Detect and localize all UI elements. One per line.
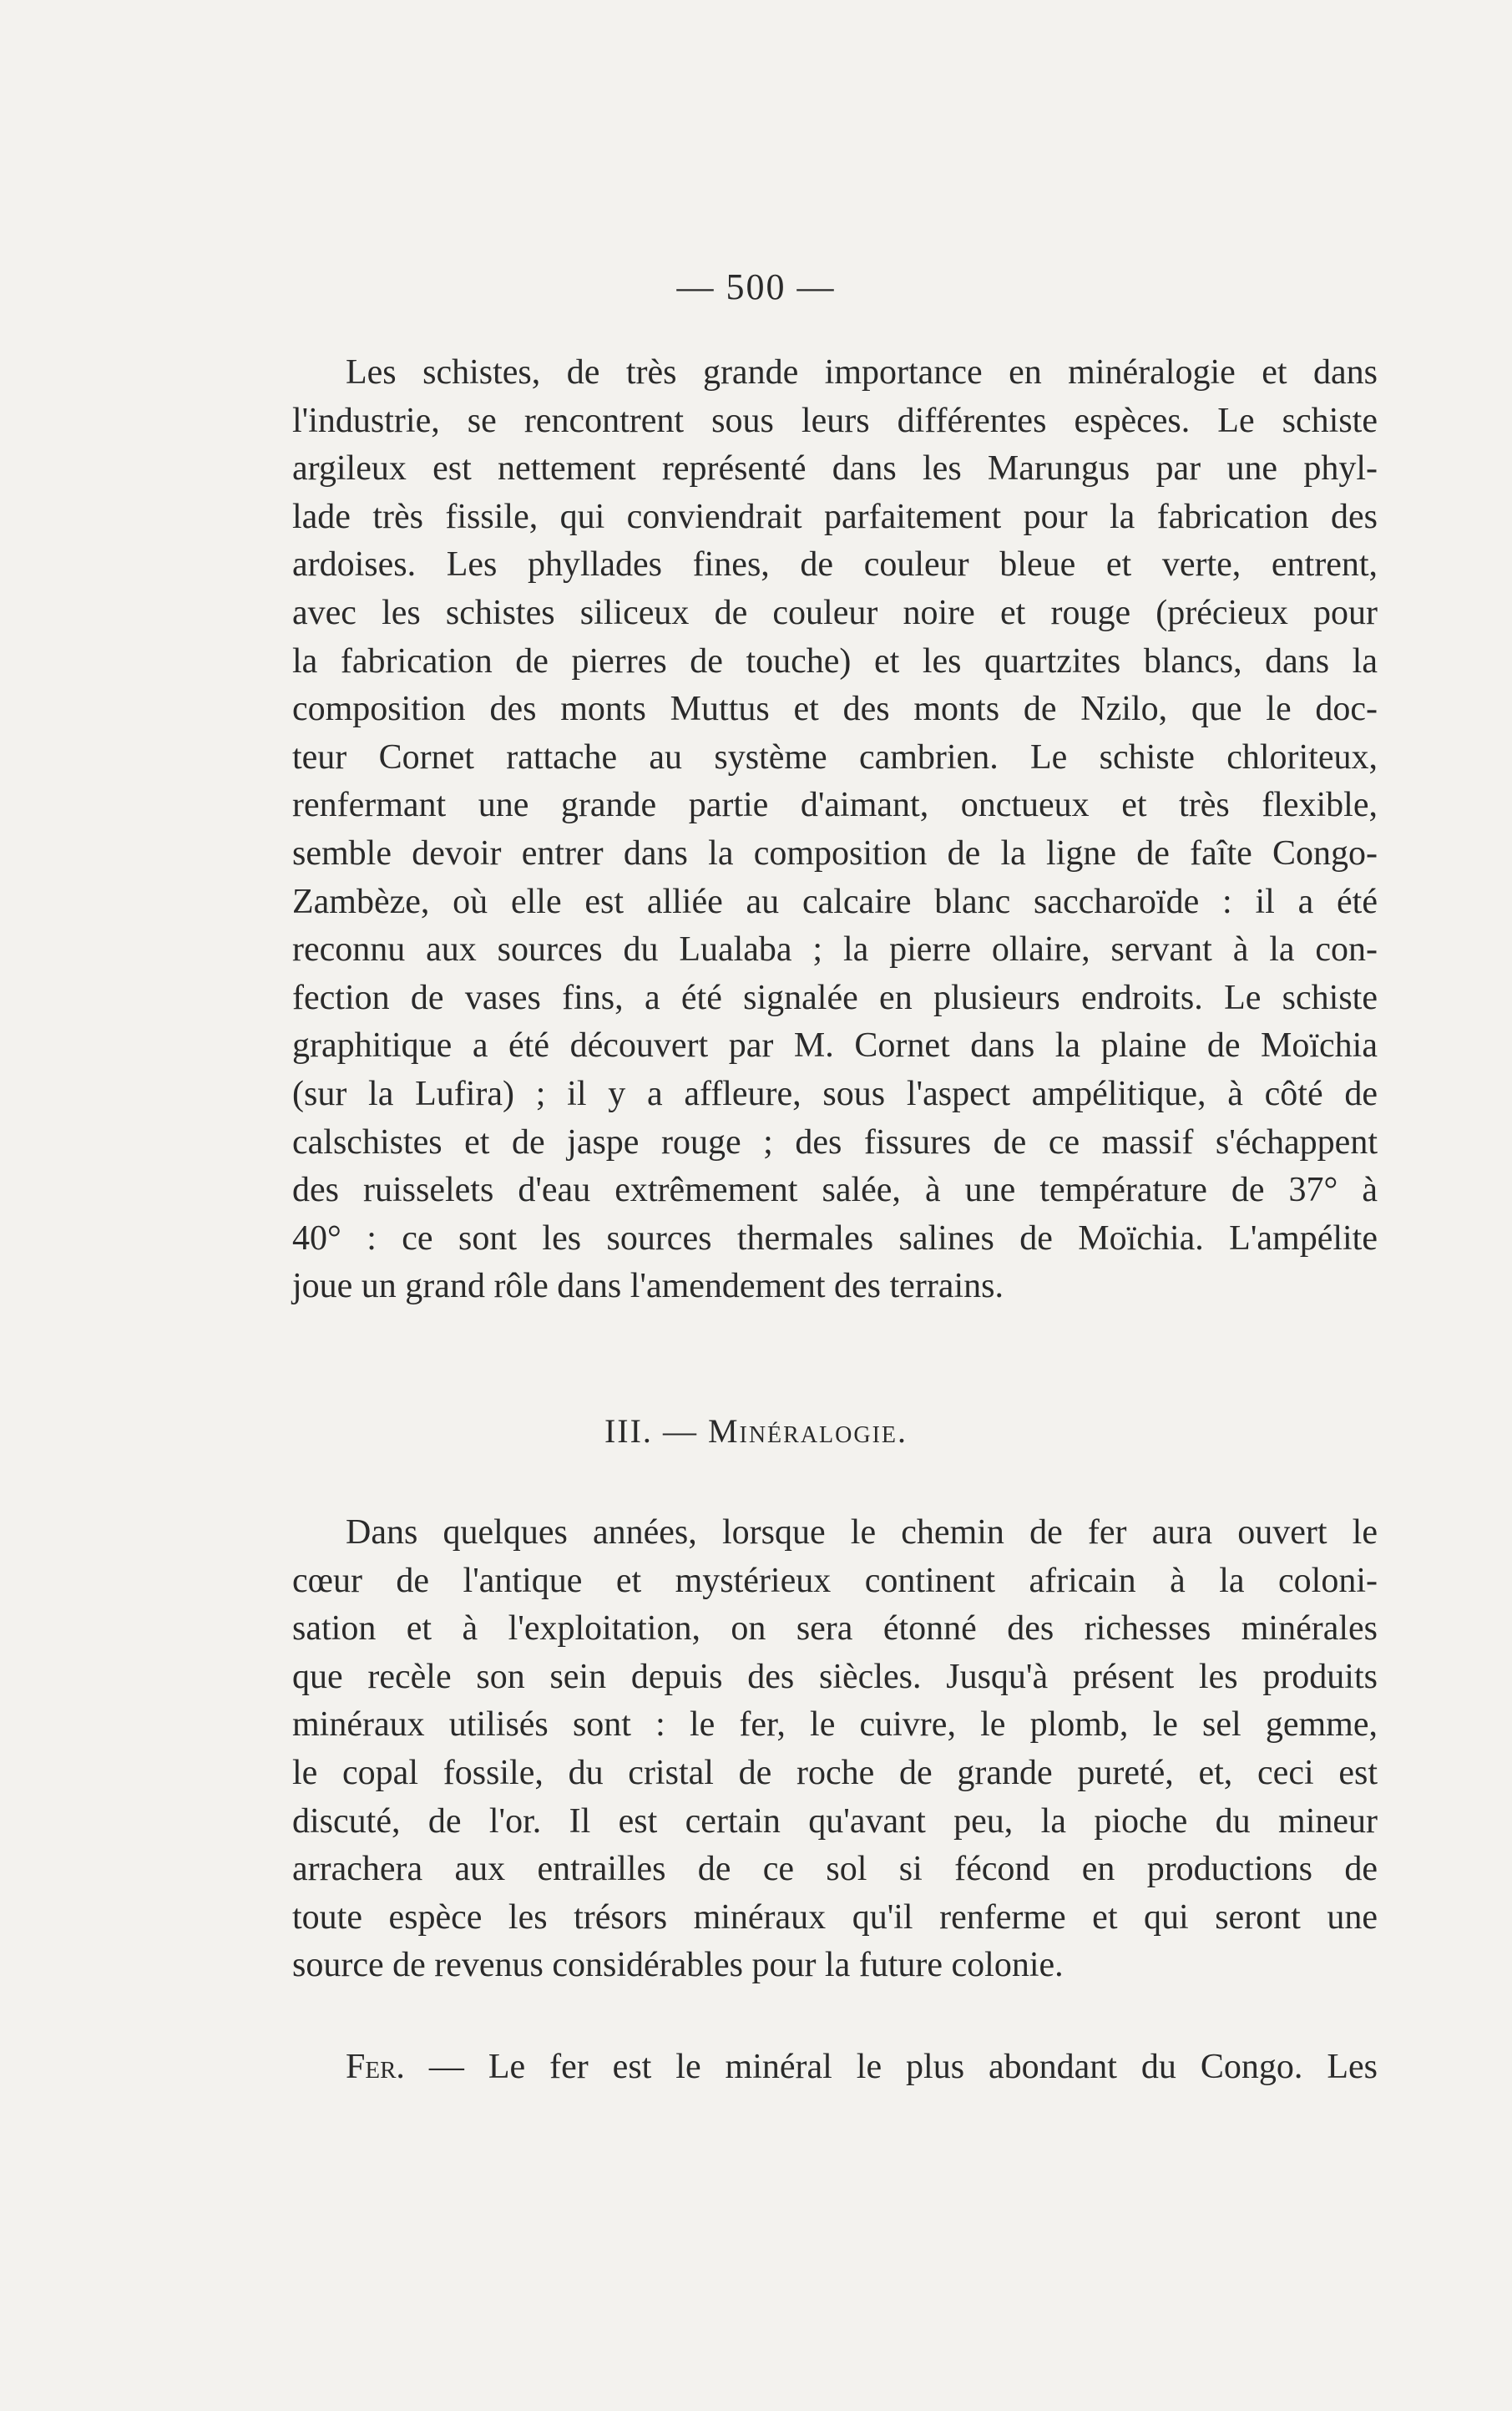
text-line: que recèle son sein depuis des siècles. Jusqu'à présent les produits: [292, 1657, 1378, 1696]
section-dash: —: [662, 1412, 698, 1450]
section-numeral: III.: [604, 1412, 653, 1450]
text-line: arrachera aux entrailles de ce sol si fécond en productions de: [292, 1850, 1378, 1889]
text-line: (sur la Lufira) ; il y a affleure, sous l'aspect ampélitique, à côté de: [292, 1074, 1378, 1113]
text-line: graphitique a été découvert par M. Cornet dans la plaine de Moïchia: [292, 1026, 1378, 1066]
paragraph-fer: [292, 2044, 1378, 2092]
text-line: calschistes et de jaspe rouge ; des fissures de ce massif s'échappent: [292, 1122, 1378, 1162]
text-line: reconnu aux sources du Lualaba ; la pierre ollaire, servant à la con-: [292, 930, 1378, 970]
paragraph-text: — Le fer est le minéral le plus abondant du Congo. Les: [428, 2048, 1378, 2086]
text-line: avec les schistes siliceux de couleur noire et rouge (précieux pour: [292, 593, 1378, 632]
text-line: des ruisselets d'eau extrêmement salée, à une température de 37° à: [292, 1171, 1378, 1210]
text-line: ardoises. Les phyllades fines, de couleur bleue et verte, entrent,: [292, 545, 1378, 585]
text-line: fection de vases fins, a été signalée en plusieurs endroits. Le schiste: [292, 978, 1378, 1017]
section-heading: [0, 1411, 1512, 1451]
paragraph-schistes: [292, 349, 1378, 1311]
paragraph-lead: Fer.: [346, 2048, 405, 2086]
paragraph-mineralogie: [292, 1509, 1378, 1990]
page-number: — 500 —: [676, 266, 836, 307]
text-line: toute espèce les trésors minéraux qu'il renferme et qui seront une: [292, 1897, 1378, 1937]
text-line: [292, 2044, 1378, 2092]
text-line: Dans quelques années, lorsque le chemin de fer aura ouvert le: [346, 1513, 1378, 1552]
text-line: semble devoir entrer dans la composition de la ligne de faîte Congo-: [292, 833, 1378, 873]
text-line: Les schistes, de très grande importance en minéralogie et dans: [346, 353, 1378, 392]
text-line: argileux est nettement représenté dans les Marungus par une phyl-: [292, 449, 1378, 489]
text-line: discuté, de l'or. Il est certain qu'avant peu, la pioche du mineur: [292, 1801, 1378, 1841]
text-line: l'industrie, se rencontrent sous leurs différentes espèces. Le schiste: [292, 401, 1378, 440]
text-line: cœur de l'antique et mystérieux continent africain à la coloni-: [292, 1561, 1378, 1600]
text-line: Zambèze, où elle est alliée au calcaire blanc saccharoïde : il a été: [292, 882, 1378, 921]
text-line: source de revenus considérables pour la future colonie.: [292, 1946, 1064, 1985]
text-line: la fabrication de pierres de touche) et les quartzites blancs, dans la: [292, 641, 1378, 681]
text-line: 40° : ce sont les sources thermales salines de Moïchia. L'ampélite: [292, 1218, 1378, 1258]
text-line: le copal fossile, du cristal de roche de grande pureté, et, ceci est: [292, 1753, 1378, 1792]
text-line: composition des monts Muttus et des monts de Nzilo, que le doc-: [292, 690, 1378, 729]
text-line: lade très fissile, qui conviendrait parfaitement pour la fabrication des: [292, 497, 1378, 536]
text-line: teur Cornet rattache au système cambrien. Le schiste chloriteux,: [292, 737, 1378, 777]
text-line: sation et à l'exploitation, on sera étonné des richesses minérales: [292, 1609, 1378, 1649]
text-line: joue un grand rôle dans l'amendement des terrains.: [292, 1267, 1004, 1306]
text-line: minéraux utilisés sont : le fer, le cuivre, le plomb, le sel gemme,: [292, 1705, 1378, 1745]
text-line: renfermant une grande partie d'aimant, onctueux et très flexible,: [292, 786, 1378, 825]
section-title: Minéralogie.: [707, 1412, 908, 1450]
